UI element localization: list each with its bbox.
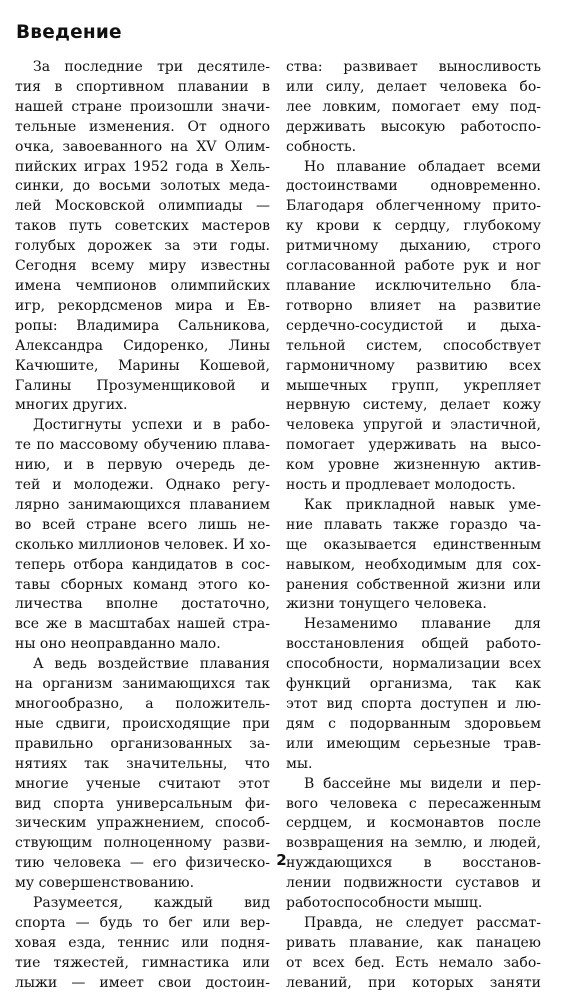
text-line: ком уровне жизненную актив- bbox=[286, 457, 541, 474]
text-line: ства: развивает выносливость bbox=[286, 59, 541, 75]
text-line: За последние три десятиле- bbox=[33, 59, 270, 75]
paragraph bbox=[286, 615, 541, 774]
text-line: ность и продлевает молодость. bbox=[286, 477, 516, 494]
text-line: тия в спортивном плавании в bbox=[15, 78, 270, 95]
text-line: ропы: Владимира Сальникова, bbox=[15, 317, 270, 334]
paragraph bbox=[15, 416, 270, 655]
text-line: Сегодня всему миру известны bbox=[15, 258, 270, 275]
page-title: Введение bbox=[16, 22, 122, 43]
text-line: функций организма, так как bbox=[286, 676, 541, 693]
paragraph bbox=[15, 58, 270, 416]
text-line: Незаменимо плавание для bbox=[304, 616, 541, 633]
text-line: лее ловким, помогает ему под- bbox=[286, 98, 541, 115]
text-line: лярно занимающихся плаванием bbox=[15, 496, 270, 513]
text-line: правильно организованных за- bbox=[15, 735, 270, 752]
text-line: помогает удерживать на высо- bbox=[286, 437, 541, 454]
text-line: имена чемпионов олимпийских bbox=[15, 277, 270, 294]
text-line: пийских играх 1952 года в Хель- bbox=[15, 158, 270, 175]
text-line: голубых дорожек за эти годы. bbox=[15, 238, 270, 255]
paragraph bbox=[286, 158, 541, 496]
text-line: этот вид спорта доступен и лю- bbox=[286, 696, 541, 712]
text-line: игр, рекордсменов мира и Ев- bbox=[15, 297, 270, 314]
text-line: готворно влияет на развитие bbox=[286, 297, 541, 314]
text-line: Александра Сидоренко, Лины bbox=[15, 337, 270, 354]
text-line: от всех бед. Есть немало забо- bbox=[286, 954, 541, 971]
text-line: возвращения на землю, и людей, bbox=[286, 835, 541, 852]
text-line: многие ученые считают этот bbox=[15, 775, 270, 792]
text-line: личества вполне достаточно, bbox=[15, 596, 270, 613]
text-line: или имеющим серьезные трав- bbox=[286, 735, 541, 752]
paragraph bbox=[286, 914, 541, 994]
paragraph bbox=[286, 775, 541, 914]
text-line: В бассейне мы видели и пер- bbox=[304, 775, 541, 792]
text-line: ривать плавание, как панацею bbox=[286, 934, 541, 951]
text-line: тие тяжестей, гимнастика или bbox=[15, 954, 270, 971]
text-line: достоинствами одновременно. bbox=[286, 178, 541, 195]
text-line: ны оно неоправданно мало. bbox=[15, 636, 221, 653]
text-line: теперь отбора кандидатов в сос- bbox=[15, 556, 270, 573]
text-line: человека упругой и эластичной, bbox=[286, 417, 541, 434]
text-line: ще оказывается единственным bbox=[286, 536, 541, 553]
text-line: ховая езда, теннис или подня- bbox=[15, 934, 270, 951]
text-line: сердцем, и космонавтов после bbox=[286, 815, 541, 832]
text-line: Как прикладной навык уме- bbox=[304, 496, 541, 513]
text-line: спорта — будь то бег или вер- bbox=[15, 914, 270, 931]
text-line: многих других. bbox=[15, 397, 128, 414]
text-line: все же в масштабах нашей стра- bbox=[15, 616, 270, 633]
text-line: Качюшите, Марины Кошевой, bbox=[15, 357, 270, 374]
text-line: гармоничному развитию всех bbox=[286, 357, 541, 374]
text-line: вид спорта универсальным фи- bbox=[15, 795, 270, 812]
text-line: вого человека с пересаженным bbox=[286, 795, 541, 812]
text-line: навыком, необходимым для сох- bbox=[286, 556, 541, 573]
text-line: ные сдвиги, происходящие при bbox=[15, 715, 270, 732]
text-line: леваний, при которых заняти bbox=[286, 974, 541, 991]
text-line: нервную систему, делает кожу bbox=[286, 397, 541, 414]
text-line: тию человека — его физическо- bbox=[15, 855, 270, 872]
text-line: дям с подорванным здоровьем bbox=[286, 715, 541, 732]
text-line: нуждающихся в восстанов- bbox=[286, 855, 541, 872]
text-line: ствующим полноценному разви- bbox=[15, 835, 270, 852]
paragraph bbox=[286, 58, 541, 158]
text-line: те по массовому обучению плава- bbox=[15, 437, 270, 454]
text-line: плавание исключительно бла- bbox=[286, 277, 541, 294]
text-line: му совершенствованию. bbox=[15, 875, 195, 892]
text-line: во всей стране всего лишь не- bbox=[15, 516, 270, 533]
text-line: Благодаря облегченному прито- bbox=[286, 198, 541, 215]
text-line: тельные изменения. От одного bbox=[15, 118, 270, 135]
text-line: нию, и в первую очередь де- bbox=[15, 457, 270, 474]
text-line: сердечно-сосудистой и дыха- bbox=[286, 317, 541, 334]
paragraph bbox=[15, 894, 270, 994]
text-line: мышечных групп, укрепляет bbox=[286, 377, 541, 394]
text-line: нашей стране произошли значи- bbox=[15, 98, 270, 115]
text-line: А ведь воздействие плавания bbox=[33, 656, 270, 673]
text-line: Разумеется, каждый вид bbox=[33, 895, 270, 912]
text-line: собность. bbox=[286, 138, 357, 155]
text-line: Правда, не следует рассмат- bbox=[304, 914, 541, 931]
text-line: согласованной работе рук и ног bbox=[286, 258, 541, 275]
text-line: Достигнуты успехи и в рабо- bbox=[33, 417, 270, 434]
text-line: синки, до восьми золотых меда- bbox=[15, 178, 270, 195]
text-line: способности, нормализации всех bbox=[286, 656, 541, 673]
text-line: Но плавание обладает всеми bbox=[304, 158, 541, 175]
text-line: многообразно, а положитель- bbox=[15, 696, 270, 712]
text-line: жизни тонущего человека. bbox=[286, 596, 487, 613]
text-line: ранения собственной жизни или bbox=[286, 576, 541, 593]
text-line: таков путь советских мастеров bbox=[15, 218, 270, 235]
text-line: мы. bbox=[286, 755, 313, 772]
text-line: нятиях так значительны, что bbox=[15, 755, 270, 772]
text-line: держивать высокую работоспо- bbox=[286, 118, 541, 135]
text-line: ритмичному дыханию, строго bbox=[286, 238, 541, 255]
text-line: лей Московской олимпиады — bbox=[15, 198, 270, 215]
text-line: ку крови к сердцу, глубокому bbox=[286, 218, 541, 235]
paragraph bbox=[286, 496, 541, 615]
text-line: зическим упражнением, способ- bbox=[15, 815, 270, 832]
text-line: восстановления общей работо- bbox=[286, 636, 541, 653]
text-line: очка, завоеванного на XV Олим- bbox=[15, 138, 270, 155]
text-line: работоспособности мышц. bbox=[286, 895, 483, 912]
text-line: или силу, делает человека бо- bbox=[286, 78, 541, 95]
text-line: лении подвижности суставов и bbox=[286, 875, 541, 892]
text-line: лыжи — имеет свои достоин- bbox=[15, 974, 270, 991]
text-line: сколько миллионов человек. И хо- bbox=[15, 536, 270, 553]
text-line: тельной систем, способствует bbox=[286, 337, 541, 354]
text-line: ние плавать также гораздо ча- bbox=[286, 516, 541, 533]
page-number: 2 bbox=[276, 851, 287, 869]
text-line: тей и молодежи. Однако регу- bbox=[15, 477, 270, 494]
text-line: тавы сборных команд этого ко- bbox=[15, 576, 270, 593]
text-line: на организм занимающихся так bbox=[15, 676, 270, 693]
text-line: Галины Прозуменщиковой и bbox=[15, 377, 270, 394]
